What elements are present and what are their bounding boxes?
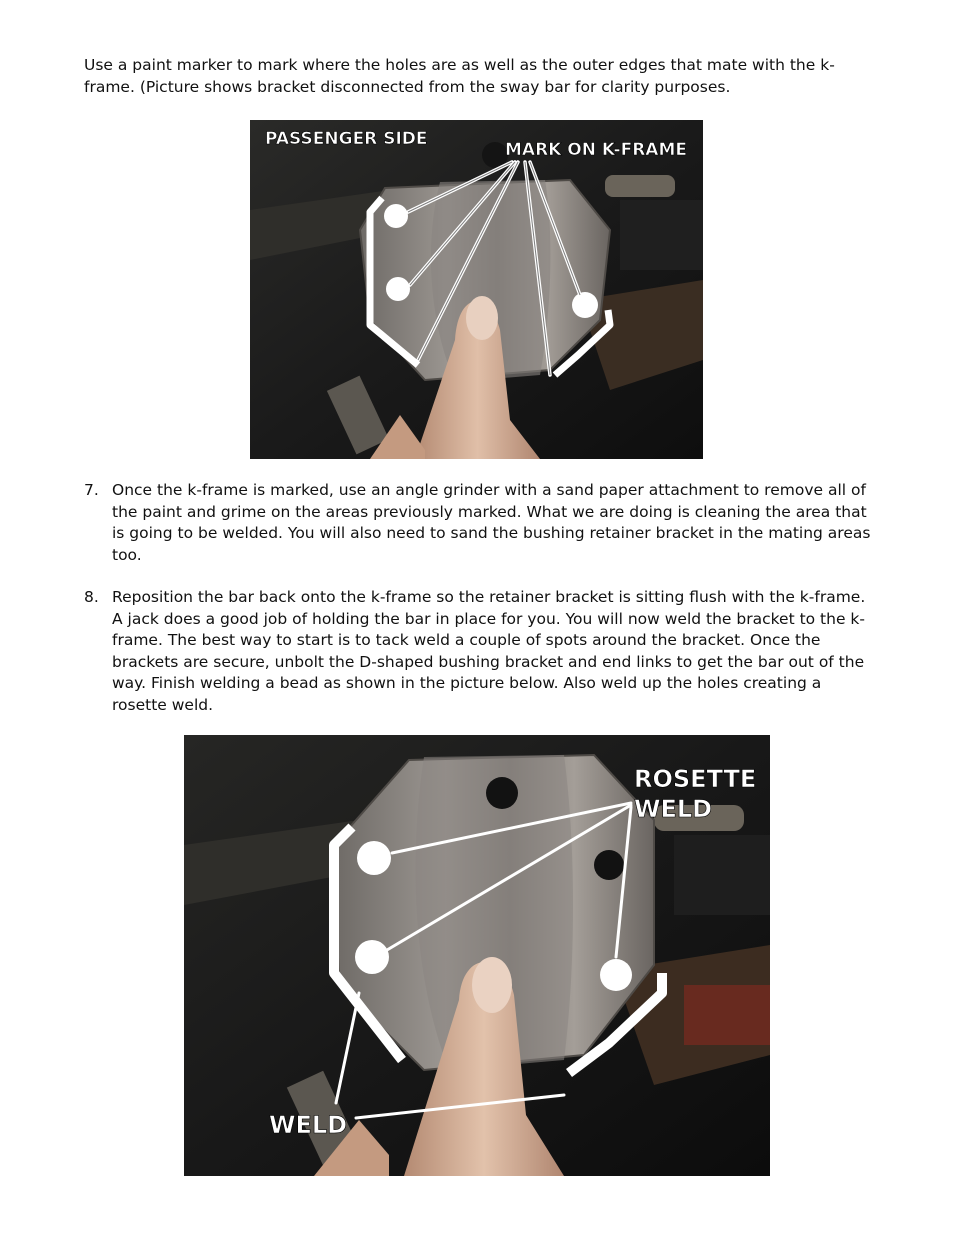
step-number: 7.	[84, 481, 99, 499]
photo-bracket-marking	[250, 120, 703, 459]
step-text: Reposition the bar back onto the k-frame so the retainer bracket is sitting flush with the k-frame. A jack does a good job of holding the bar in place for you. You will now weld the bracket to the k-frame. The best way to start is to tack weld a couple of spots around the bracket. Once the brackets are secure, unbolt the D-shaped bushing bracket and end links to get the bar out of the way. Finish welding a bead as shown in the picture below. Also weld up the holes creating a rosette weld.	[112, 588, 866, 714]
label-mark-on-k-frame: MARK ON K-FRAME	[505, 140, 687, 160]
label-weld: WELD	[269, 1111, 348, 1139]
label-rosette-weld: WELD	[634, 795, 713, 823]
label-rosette: ROSETTE	[634, 765, 757, 793]
photo-bracket-welded	[184, 735, 770, 1176]
step-text: Once the k-frame is marked, use an angle grinder with a sand paper attachment to remove all of the paint and grime on the areas previously marked. What we are doing is cleaning the area that is going to be welded. You will also need to sand the bushing retainer bracket in the mating areas too.	[112, 481, 871, 564]
intro-paragraph: Use a paint marker to mark where the holes are as well as the outer edges that mate with the k-frame. (Picture shows bracket disconnected from the sway bar for clarity purposes.	[84, 56, 835, 96]
step-number: 8.	[84, 588, 99, 606]
label-passenger-side: PASSENGER SIDE	[265, 129, 428, 149]
